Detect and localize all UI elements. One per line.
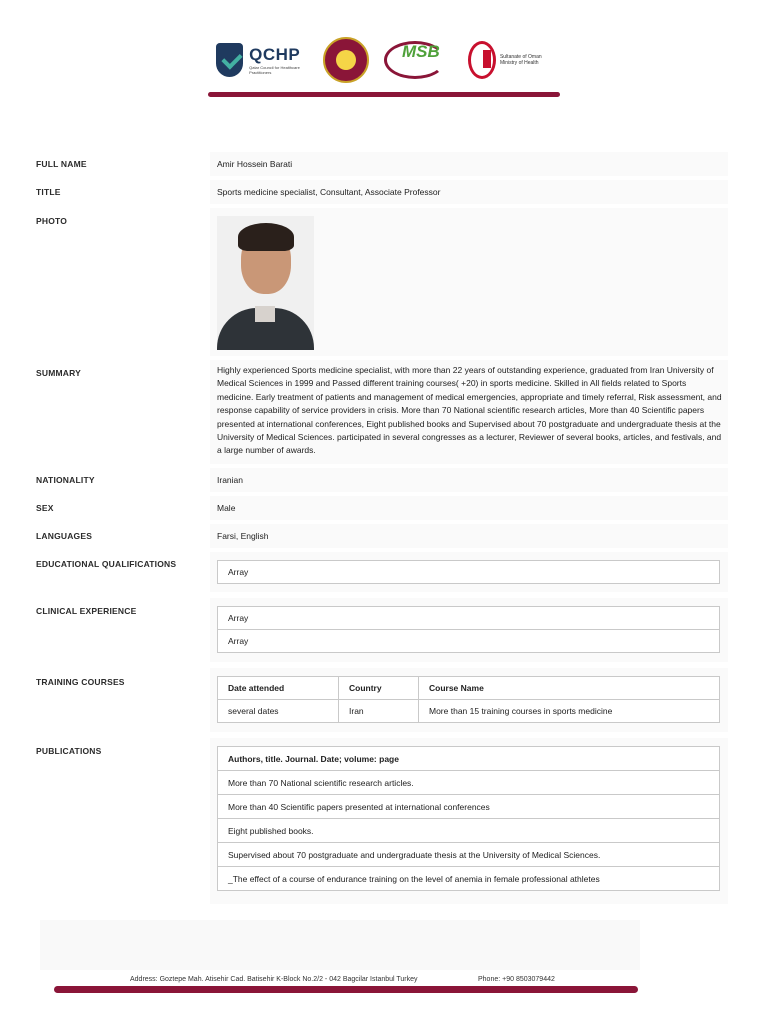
table-cell: Supervised about 70 postgraduate and undergraduate thesis at the University of Medical Sciences. bbox=[218, 843, 720, 867]
column-header-citation: Authors, title. Journal. Date; volume: page bbox=[218, 747, 720, 771]
msb-logo-text: MSB bbox=[402, 42, 440, 61]
sex-label: SEX bbox=[36, 503, 54, 513]
header-logos bbox=[216, 34, 556, 86]
photo-row bbox=[30, 208, 728, 356]
languages-label: LANGUAGES bbox=[36, 531, 93, 541]
state-of-qatar-seal bbox=[320, 34, 372, 86]
qchp-logo bbox=[216, 34, 316, 86]
photo-label: PHOTO bbox=[36, 216, 68, 226]
nationality-value: Iranian bbox=[217, 475, 243, 485]
clinical-cell bbox=[210, 598, 728, 662]
languages-value: Farsi, English bbox=[217, 531, 269, 541]
table-cell: Iran bbox=[339, 700, 419, 723]
photo-cell bbox=[210, 208, 728, 356]
table-cell: _The effect of a course of endurance training on the level of anemia in female professional athletes bbox=[218, 867, 720, 891]
profile-photo bbox=[217, 216, 314, 350]
table-row bbox=[218, 561, 720, 584]
education-table bbox=[217, 560, 720, 584]
column-header-date: Date attended bbox=[218, 677, 339, 700]
qatar-seal-icon bbox=[323, 37, 369, 83]
training-label: TRAINING COURSES bbox=[36, 677, 125, 687]
table-row bbox=[218, 630, 720, 653]
full-name-label: FULL NAME bbox=[36, 159, 87, 169]
footer-watermark bbox=[40, 920, 640, 970]
table-row bbox=[218, 843, 720, 867]
table-cell: Eight published books. bbox=[218, 819, 720, 843]
summary-text: Highly experienced Sports medicine specialist, with more than 22 years of outstanding experience, graduated from Iran University of Medical Sciences in 1999 and Passed different training courses( +20) in sports medicine. Skilled in All fields related to Sports medicine. Early treatment of patients and management of medical emergencies, appropriate and timely referral, Risk assessment, and response capability of service providers in crisis. More than 70 National scientific research articles, More than 40 Scientific papers presented at international conferences, Eight published books and Supervised about 70 postgraduate and undergraduate thesis at the University of Medical Sciences. participated in several congresses as a lecturer, Reviewer of several books, articles, and festivals, and a large number of awards. bbox=[217, 365, 722, 456]
summary-label: SUMMARY bbox=[36, 368, 81, 378]
full-name-row bbox=[30, 152, 728, 176]
publications-cell bbox=[210, 738, 728, 904]
full-name-value: Amir Hossein Barati bbox=[217, 159, 293, 169]
footer-phone: Phone: +90 8503079442 bbox=[478, 976, 555, 983]
full-name-cell bbox=[210, 152, 728, 176]
qchp-logo-subtitle: Qatar Council for Healthcare Practitioners bbox=[249, 65, 300, 75]
table-header-row bbox=[218, 677, 720, 700]
sex-row bbox=[30, 496, 728, 520]
oman-moh-logo bbox=[468, 34, 556, 86]
nationality-label: NATIONALITY bbox=[36, 475, 95, 485]
summary-cell bbox=[210, 360, 728, 464]
clinical-table bbox=[217, 606, 720, 653]
column-header-course: Course Name bbox=[419, 677, 720, 700]
title-row bbox=[30, 180, 728, 204]
table-row bbox=[218, 771, 720, 795]
publications-row bbox=[30, 738, 728, 904]
education-cell bbox=[210, 552, 728, 592]
title-value: Sports medicine specialist, Consultant, Associate Professor bbox=[217, 187, 441, 197]
msb-logo bbox=[384, 34, 456, 86]
table-row bbox=[218, 819, 720, 843]
header-divider bbox=[208, 92, 560, 97]
languages-cell bbox=[210, 524, 728, 548]
clinical-label: CLINICAL EXPERIENCE bbox=[36, 606, 137, 616]
education-row bbox=[30, 552, 728, 592]
table-cell: More than 70 National scientific research articles. bbox=[218, 771, 720, 795]
training-table bbox=[217, 676, 720, 723]
table-cell: Array bbox=[218, 561, 720, 584]
training-row bbox=[30, 668, 728, 732]
column-header-country: Country bbox=[339, 677, 419, 700]
languages-row bbox=[30, 524, 728, 548]
qchp-logo-text: QCHP bbox=[249, 45, 301, 64]
table-row bbox=[218, 867, 720, 891]
nationality-cell bbox=[210, 468, 728, 492]
clinical-row bbox=[30, 598, 728, 662]
sex-cell bbox=[210, 496, 728, 520]
table-cell: several dates bbox=[218, 700, 339, 723]
table-row bbox=[218, 795, 720, 819]
publications-table bbox=[217, 746, 720, 891]
table-row bbox=[218, 607, 720, 630]
education-label: EDUCATIONAL QUALIFICATIONS bbox=[36, 559, 177, 569]
footer-divider bbox=[54, 986, 638, 993]
title-cell bbox=[210, 180, 728, 204]
publications-label: PUBLICATIONS bbox=[36, 746, 102, 756]
oman-emblem-icon bbox=[468, 41, 496, 79]
sex-value: Male bbox=[217, 503, 236, 513]
table-cell: More than 40 Scientific papers presented at international conferences bbox=[218, 795, 720, 819]
table-row bbox=[218, 700, 720, 723]
oman-moh-logo-text: Sultanate of Oman Ministry of Health bbox=[499, 54, 542, 66]
nationality-row bbox=[30, 468, 728, 492]
table-cell: More than 15 training courses in sports medicine bbox=[419, 700, 720, 723]
table-cell: Array bbox=[218, 607, 720, 630]
footer-address: Address: Goztepe Mah. Atisehir Cad. Batisehir K-Block No.2/2 - 042 Bagcilar Istanbul Turkey bbox=[130, 976, 418, 983]
summary-row bbox=[30, 360, 728, 464]
title-label: TITLE bbox=[36, 187, 61, 197]
training-cell bbox=[210, 668, 728, 732]
table-cell: Array bbox=[218, 630, 720, 653]
qchp-shield-icon bbox=[216, 43, 243, 77]
table-header-row bbox=[218, 747, 720, 771]
